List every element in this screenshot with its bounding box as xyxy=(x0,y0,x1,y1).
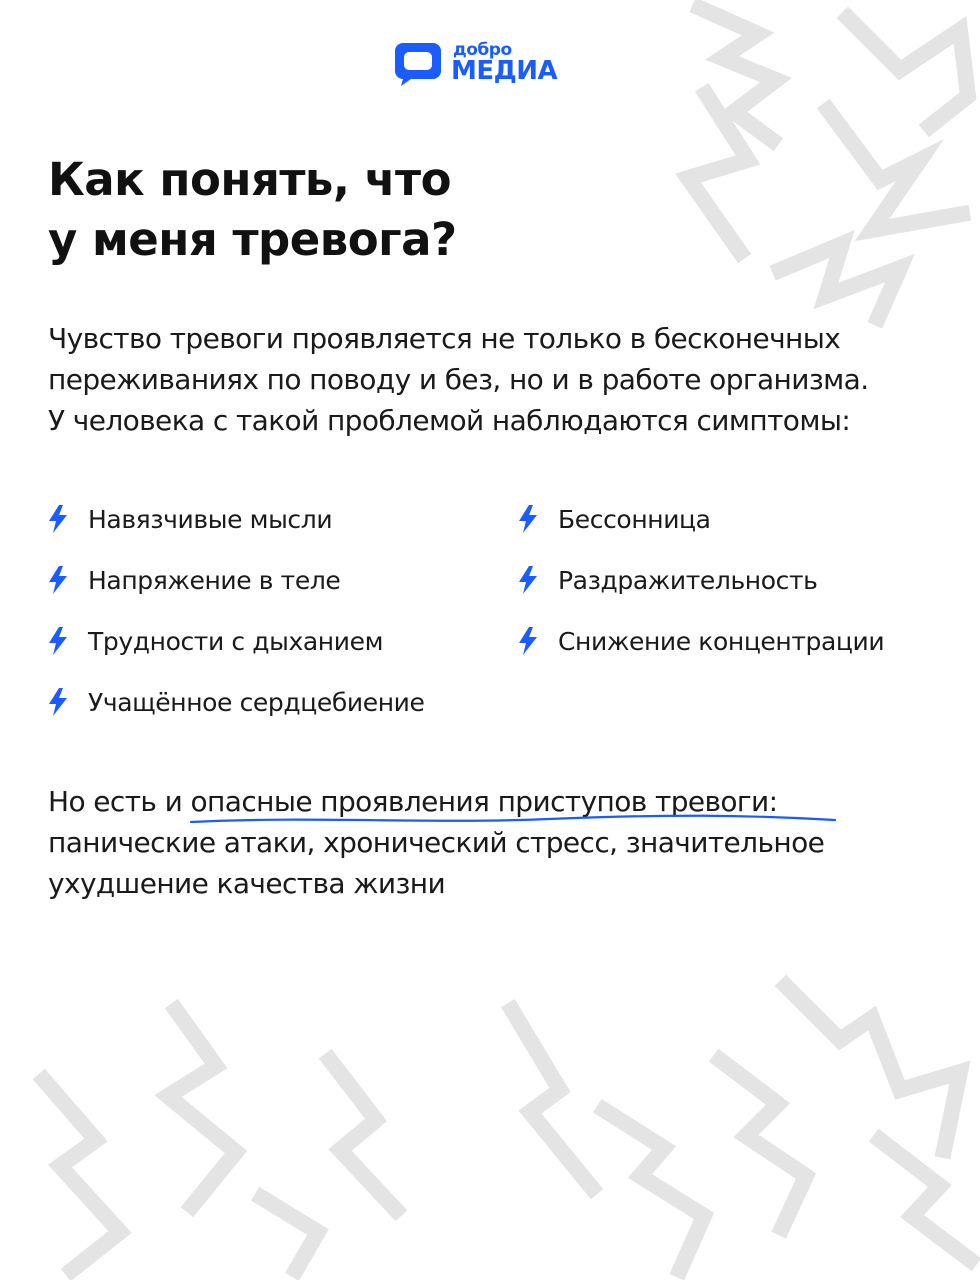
logo-word-small: добро xyxy=(453,40,512,60)
symptom-item xyxy=(518,562,817,598)
symptom-label: Бессонница xyxy=(558,504,711,534)
highlight-text: опасные проявления приступов тревоги: xyxy=(190,785,778,818)
lightning-bolt-icon xyxy=(48,566,68,594)
outro-line-3: ухудшение качества жизни xyxy=(48,867,446,900)
symptom-label: Навязчивые мысли xyxy=(88,504,333,534)
outro-line-2: панические атаки, хронический стресс, значительное xyxy=(48,826,825,859)
logo-wordmark xyxy=(451,42,557,84)
symptom-item xyxy=(518,623,884,659)
intro-paragraph xyxy=(48,318,948,441)
lightning-bolt-icon xyxy=(48,688,68,716)
symptom-label: Трудности с дыханием xyxy=(88,626,384,656)
chat-bubble-logo-icon xyxy=(393,39,443,87)
highlighted-phrase xyxy=(191,785,778,818)
lightning-bolt-icon xyxy=(518,627,538,655)
intro-line-2: переживаниях по поводу и без, но и в работе организма. xyxy=(48,363,869,396)
outro-prefix: Но есть и xyxy=(48,785,191,818)
symptom-item xyxy=(48,501,332,537)
title-line-2: у меня тревога? xyxy=(48,213,457,266)
lightning-bolt-icon xyxy=(518,505,538,533)
symptom-item xyxy=(518,501,711,537)
hand-drawn-underline xyxy=(189,812,837,826)
lightning-bolt-icon xyxy=(518,566,538,594)
symptom-label: Снижение концентрации xyxy=(558,626,885,656)
intro-line-1: Чувство тревоги проявляется не только в бесконечных xyxy=(48,322,841,355)
lightning-bolt-icon xyxy=(48,627,68,655)
symptom-label: Напряжение в теле xyxy=(88,565,341,595)
symptom-label: Раздражительность xyxy=(558,565,818,595)
intro-line-3: У человека с такой проблемой наблюдаются симптомы: xyxy=(48,404,851,437)
logo xyxy=(393,38,557,88)
logo-word-big: МЕДИА xyxy=(451,56,558,86)
page-title xyxy=(48,150,748,270)
outro-paragraph xyxy=(48,781,948,904)
symptom-label: Учащённое сердцебиение xyxy=(88,687,425,717)
symptom-item xyxy=(48,623,383,659)
lightning-bolt-icon xyxy=(48,505,68,533)
symptom-item xyxy=(48,562,340,598)
symptom-item xyxy=(48,684,424,720)
title-line-1: Как понять, что xyxy=(48,153,452,206)
